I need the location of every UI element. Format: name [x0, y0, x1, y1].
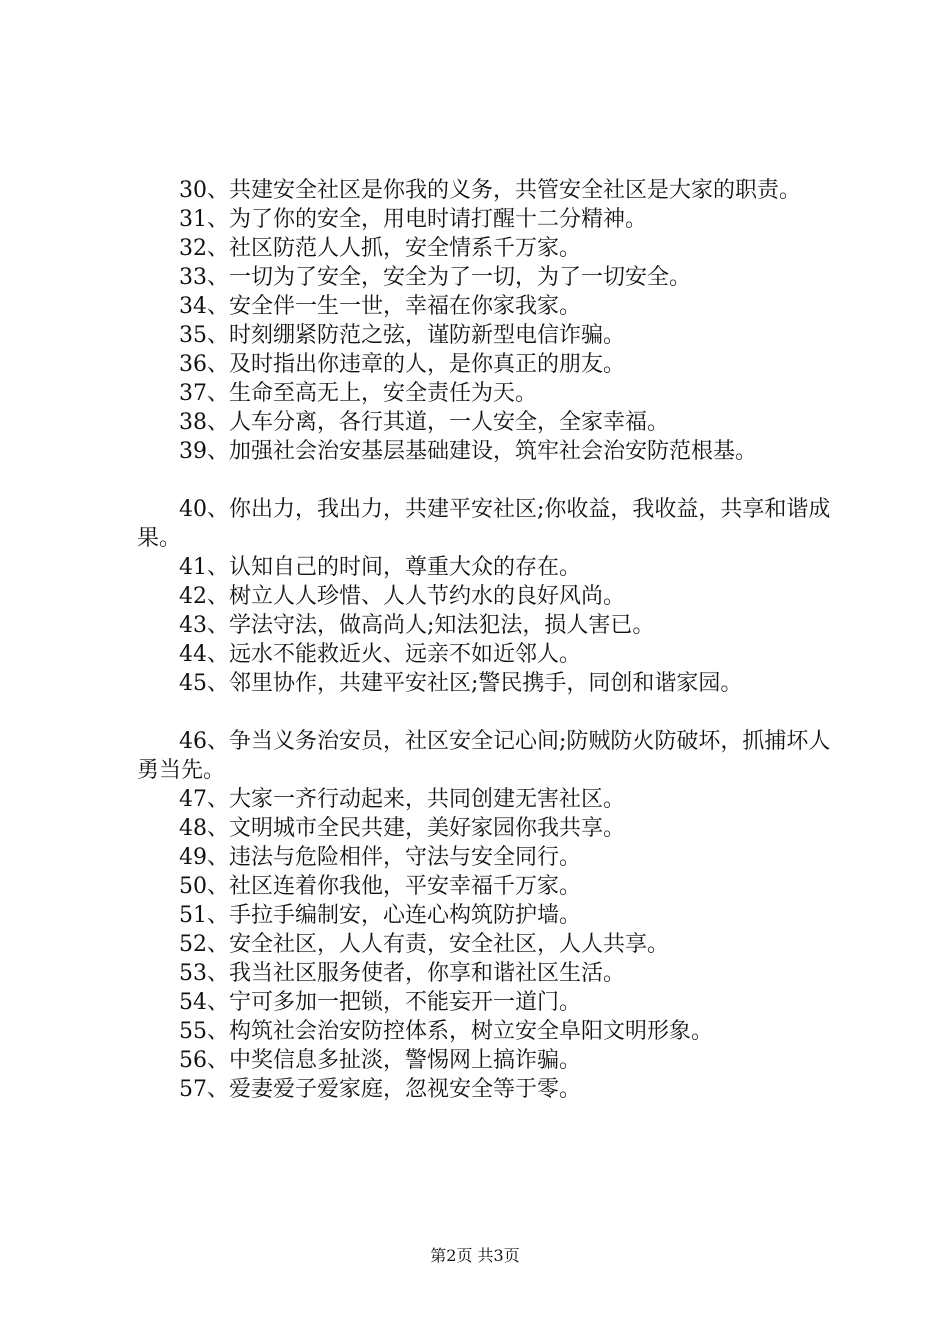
slogan-49: 49、违法与危险相伴，守法与安全同行。 [179, 845, 581, 870]
slogan-51: 51、手拉手编制安，心连心构筑防护墙。 [179, 903, 581, 928]
slogan-34: 34、安全伴一生一世，幸福在你家我家。 [179, 294, 581, 319]
slogan-53: 53、我当社区服务使者，你享和谐社区生活。 [179, 961, 625, 986]
paragraph-gap [0, 698, 950, 727]
slogan-45: 45、邻里协作，共建平安社区;警民携手，同创和谐家园。 [179, 671, 743, 696]
slogan-57: 57、爱妻爱子爱家庭，忽视安全等于零。 [179, 1077, 581, 1102]
slogan-38: 38、人车分离，各行其道，一人安全，全家幸福。 [179, 410, 669, 435]
slogan-42: 42、树立人人珍惜、人人节约水的良好风尚。 [179, 584, 625, 609]
slogan-50: 50、社区连着你我他，平安幸福千万家。 [179, 874, 581, 899]
page-number-footer: 第2页 共3页 [430, 1246, 520, 1265]
slogan-32: 32、社区防范人人抓，安全情系千万家。 [179, 236, 581, 261]
slogan-40: 40、你出力，我出力，共建平安社区;你收益，我收益，共享和谐成果。 [137, 497, 831, 551]
slogan-44: 44、远水不能救近火、远亲不如近邻人。 [179, 642, 581, 667]
slogan-35: 35、时刻绷紧防范之弦，谨防新型电信诈骗。 [179, 323, 625, 348]
slogan-31: 31、为了你的安全，用电时请打醒十二分精神。 [179, 207, 647, 232]
slogan-37: 37、生命至高无上，安全责任为天。 [179, 381, 537, 406]
slogan-54: 54、宁可多加一把锁，不能妄开一道门。 [179, 990, 581, 1015]
document-body [0, 176, 950, 1104]
paragraph-gap [0, 466, 950, 495]
slogan-33: 33、一切为了安全，安全为了一切，为了一切安全。 [179, 265, 691, 290]
slogan-56: 56、中奖信息多扯淡，警惕网上搞诈骗。 [179, 1048, 581, 1073]
slogan-36: 36、及时指出你违章的人，是你真正的朋友。 [179, 352, 625, 377]
slogan-43: 43、学法守法，做高尚人;知法犯法，损人害已。 [179, 613, 655, 638]
slogan-46: 46、争当义务治安员，社区安全记心间;防贼防火防破坏，抓捕坏人勇当先。 [137, 729, 831, 783]
slogan-52: 52、安全社区，人人有责，安全社区，人人共享。 [179, 932, 669, 957]
slogan-41: 41、认知自己的时间，尊重大众的存在。 [179, 555, 581, 580]
slogan-48: 48、文明城市全民共建，美好家园你我共享。 [179, 816, 625, 841]
slogan-30: 30、共建安全社区是你我的义务，共管安全社区是大家的职责。 [179, 178, 801, 203]
slogan-55: 55、构筑社会治安防控体系，树立安全阜阳文明形象。 [179, 1019, 713, 1044]
slogan-39: 39、加强社会治安基层基础建设，筑牢社会治安防范根基。 [179, 439, 757, 464]
slogan-47: 47、大家一齐行动起来，共同创建无害社区。 [179, 787, 625, 812]
